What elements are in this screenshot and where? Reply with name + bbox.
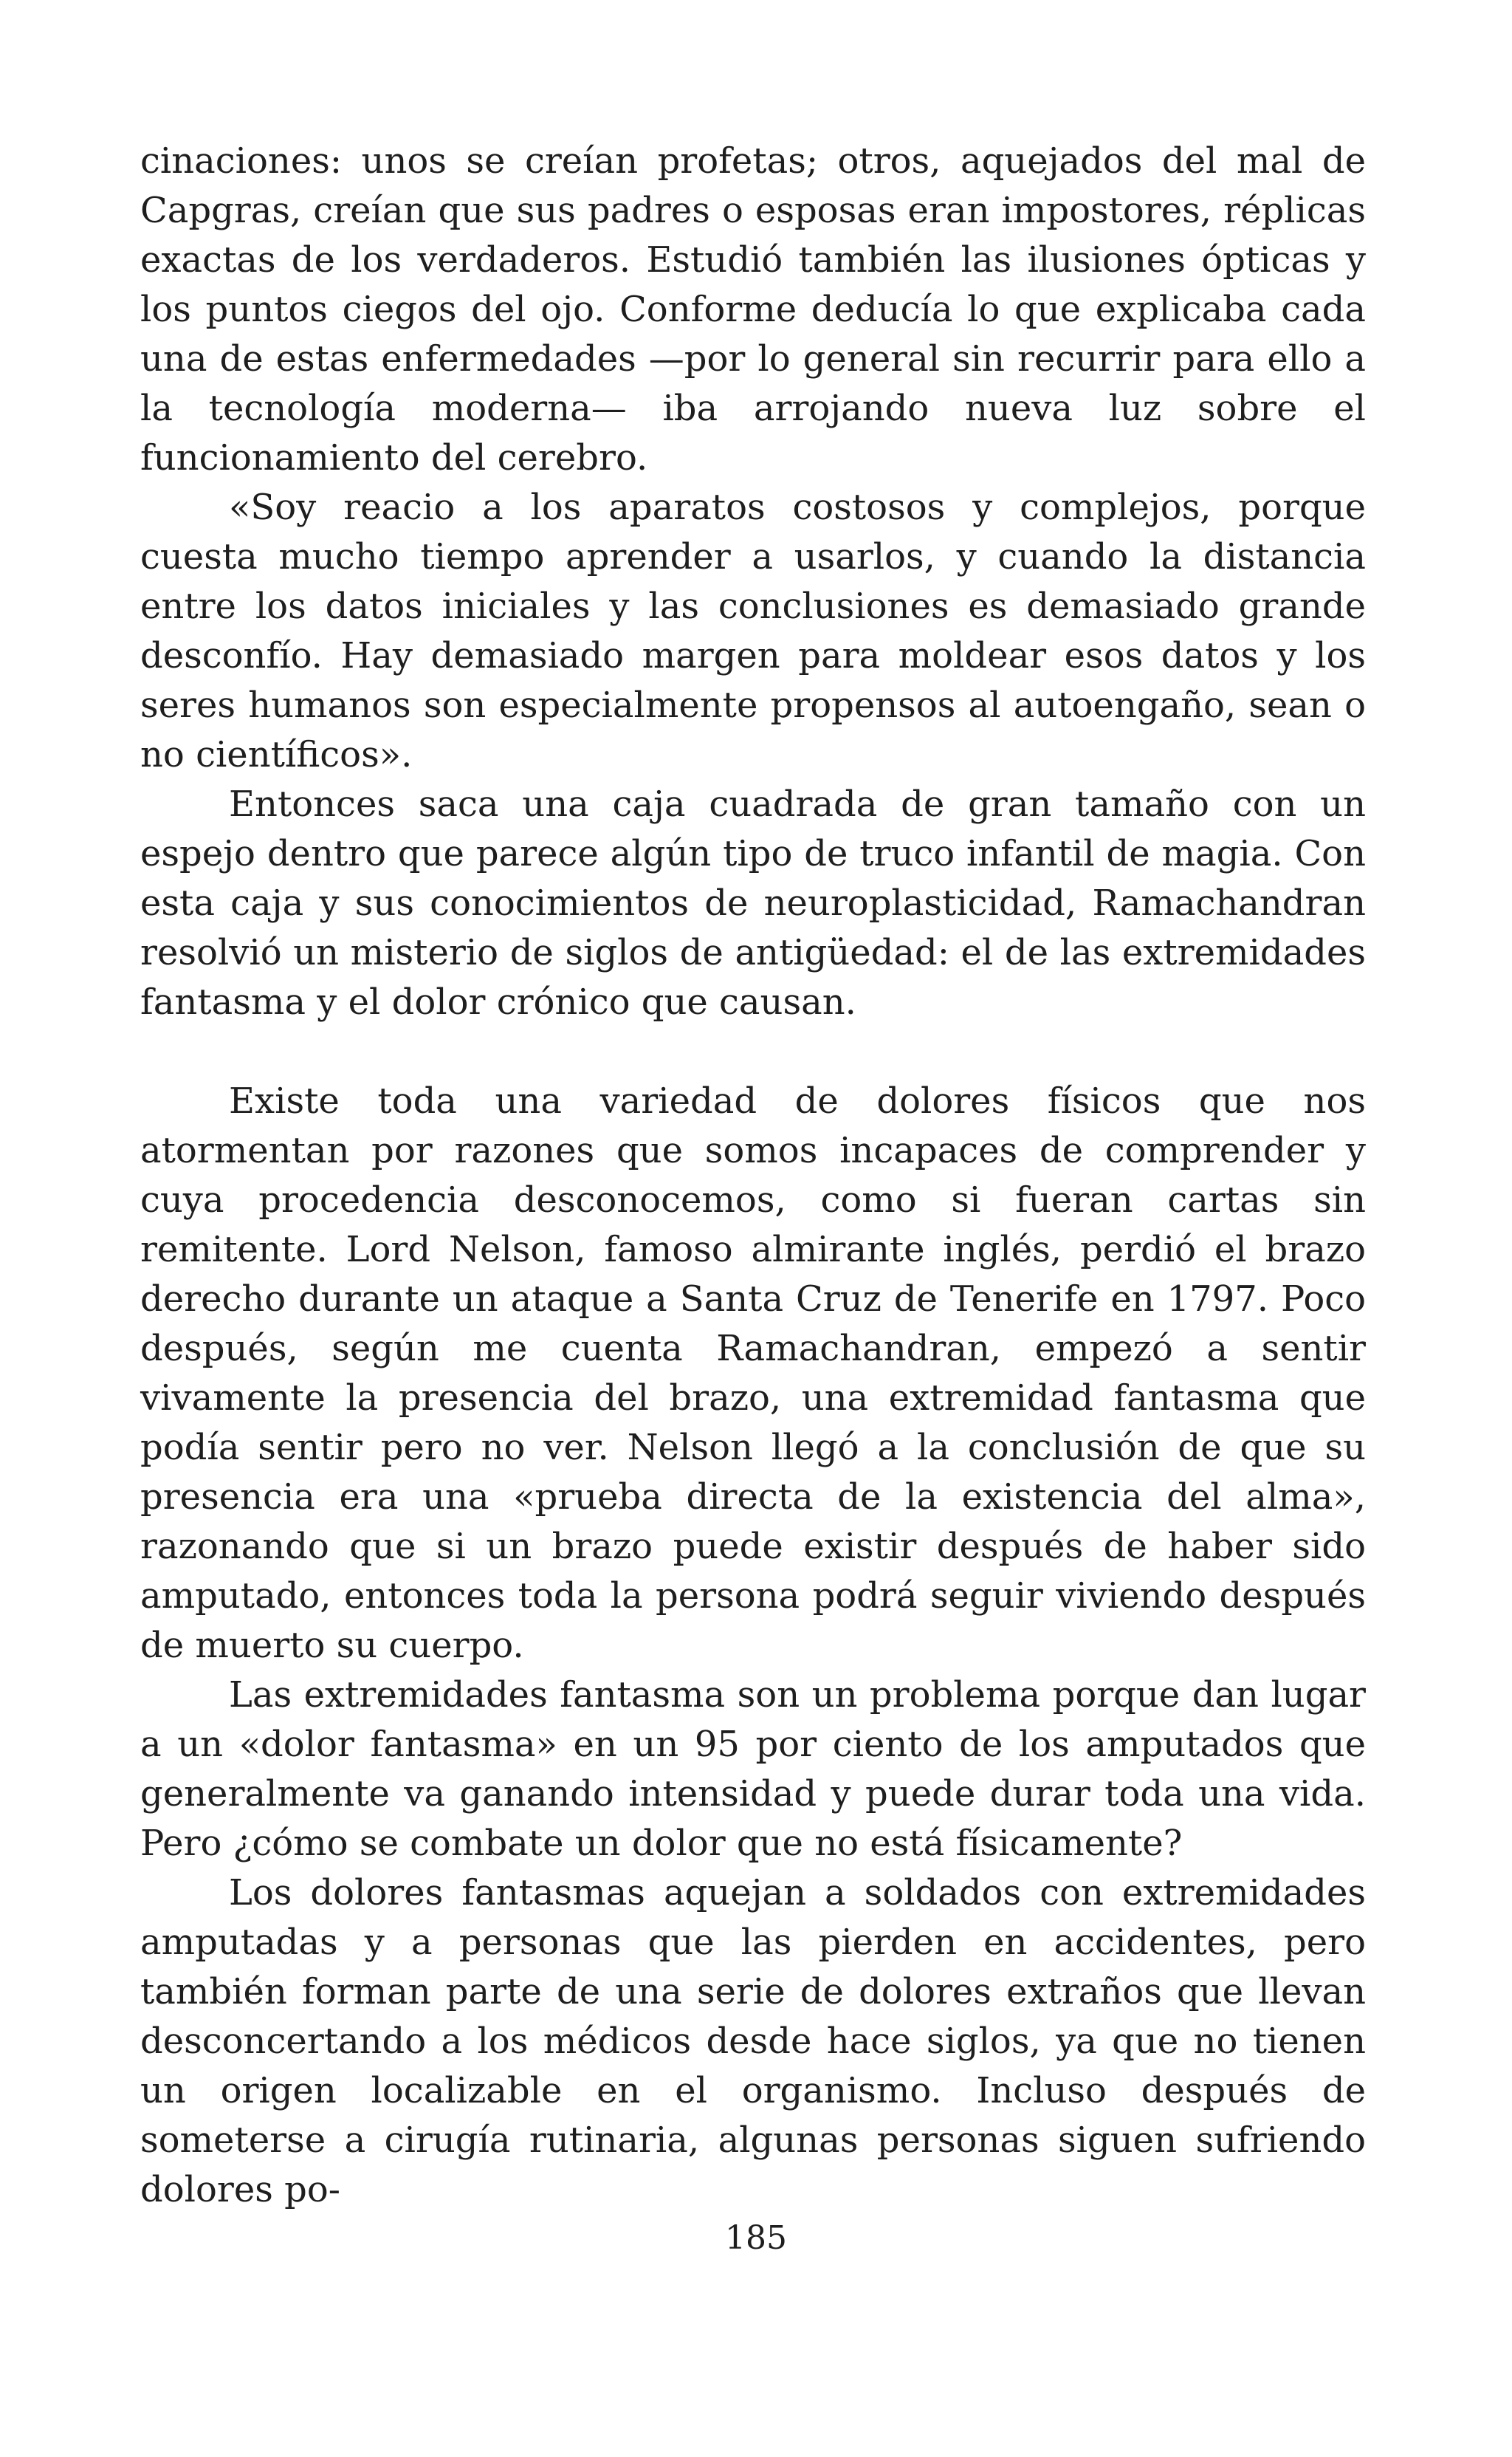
- paragraph: Los dolores fantasmas aquejan a soldados con extremidades amputadas y a personas que las pierden en accidentes, pero también forman parte de una serie de dolores extraños que llevan desconcertando a los médicos desde hace siglos, ya que no tienen un origen localizable en el organismo. Incluso después de someterse a cirugía rutinaria, algunas personas siguen sufriendo dolores po-: [140, 1872, 1366, 2210]
- paragraph: Existe toda una variedad de dolores físicos que nos atormentan por razones que somos incapaces de comprender y cuya procedencia desconocemos, como si fueran cartas sin remitente. Lord Nelson, famoso almirante inglés, perdió el brazo derecho durante un ataque a Santa Cruz de Tenerife en 1797. Poco después, según me cuenta Ramachandran, empezó a sentir vivamente la presencia del brazo, una extremidad fantasma que podía sentir pero no ver. Nelson llegó a la conclusión de que su presencia era una «prueba directa de la existencia del alma», razonando que si un brazo puede existir después de haber sido amputado, entonces toda la persona podrá seguir viviendo después de muerto su cuerpo.: [140, 1080, 1366, 1666]
- paragraph: Entonces saca una caja cuadrada de gran tamaño con un espejo dentro que parece algún tipo de truco infantil de magia. Con esta caja y sus conocimientos de neuroplasticidad, Ramachandran resolvió un misterio de siglos de antigüedad: el de las extremidades fantasma y el dolor crónico que causan.: [140, 784, 1366, 1023]
- body-text: [140, 137, 1366, 2215]
- paragraph: Las extremidades fantasma son un problema porque dan lugar a un «dolor fantasma» en un 95 por ciento de los amputados que generalmente va ganando intensidad y puede durar toda una vida. Pero ¿cómo se combate un dolor que no está físicamente?: [140, 1674, 1366, 1864]
- section-break: [140, 1027, 1366, 1077]
- page-number: 185: [725, 2219, 787, 2257]
- paragraph: cinaciones: unos se creían profetas; otros, aquejados del mal de Capgras, creían que sus padres o esposas eran impostores, réplicas exactas de los verdaderos. Estudió también las ilusiones ópticas y los puntos ciegos del ojo. Conforme deducía lo que explicaba cada una de estas enfermedades —por lo general sin recurrir para ello a la tecnología moderna— iba arrojando nueva luz sobre el funcionamiento del cerebro.: [140, 140, 1366, 479]
- paragraph: «Soy reacio a los aparatos costosos y complejos, porque cuesta mucho tiempo aprender a usarlos, y cuando la distancia entre los datos iniciales y las conclusiones es demasiado grande desconfío. Hay demasiado margen para moldear esos datos y los seres humanos son especialmente propensos al autoengaño, sean o no científicos».: [140, 487, 1366, 775]
